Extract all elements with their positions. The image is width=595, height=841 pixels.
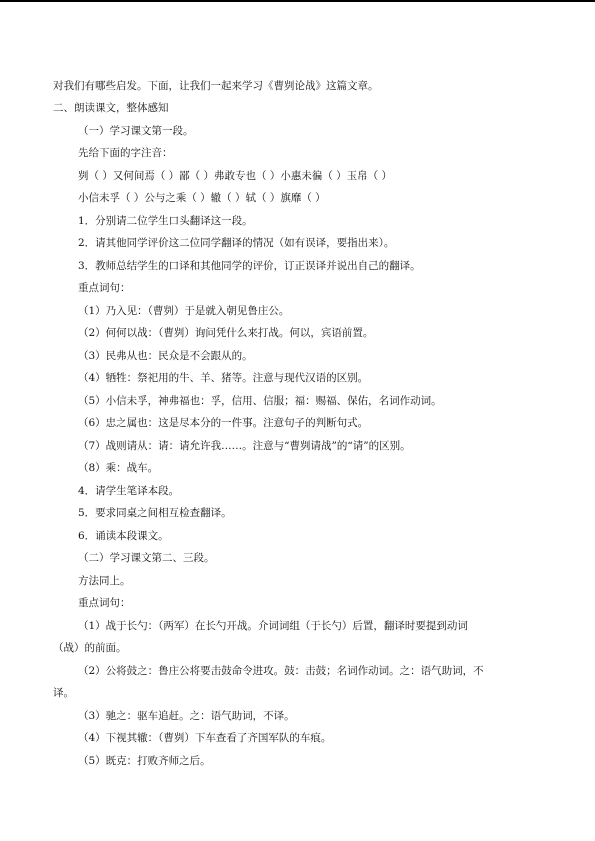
text-line-14: （4）牺牲：祭祀用的牛、羊、猪等。注意与现代汉语的区别。 <box>78 372 369 384</box>
text-line-11: （1）乃入见：（曹刿）于是就入朝见鲁庄公。 <box>78 305 290 317</box>
text-line-17: （7）战则请从：请：请允许我……。注意与“曹刿请战”的“请”的区别。 <box>78 440 411 452</box>
text-line-31: （5）既克：打败齐师之后。 <box>78 755 211 767</box>
text-line-26: （战）的前面。 <box>53 642 127 654</box>
text-line-1: 对我们有哪些启发。下面，让我们一起来学习《曹刿论战》这篇文章。 <box>53 80 379 92</box>
text-line-30: （4）下视其辙：（曹刿）下车查看了齐国军队的车痕。 <box>78 732 332 744</box>
section-heading: 二、朗读课文，整体感知 <box>53 102 169 114</box>
text-line-15: （5）小信未孚，神弗福也：孚，信用、信服；福：赐福、保佑，名词作动词。 <box>78 395 442 407</box>
text-line-21: 6．诵读本段课文。 <box>78 530 169 542</box>
text-line-29: （3）驰之：驱车追赶。之：语气助词，不译。 <box>78 710 295 722</box>
text-line-18: （8）乘：战车。 <box>78 462 159 474</box>
text-line-28: 译。 <box>53 687 74 699</box>
text-line-12: （2）何何以战：（曹刿）询问凭什么来打战。何以，宾语前置。 <box>78 327 374 339</box>
text-line-20: 5．要求同桌之间相互检查翻译。 <box>78 507 232 519</box>
text-line-25: （1）战于长勺：（两军）在长勺开战。介词词组（于长勺）后置，翻译时要提到动词 <box>78 620 468 632</box>
text-line-19: 4．请学生笔译本段。 <box>78 485 180 497</box>
text-line-13: （3）民弗从也：民众是不会跟从的。 <box>78 350 253 362</box>
subsection-heading-2: （二）学习课文第二、三段。 <box>78 552 215 564</box>
text-line-6: 小信未孚（ ）公与之乘（ ）辙（ ）轼（ ）旗靡（ ） <box>78 192 326 204</box>
text-line-8: 2．请其他同学评价这二位同学翻译的情况（如有误译，要指出来）。 <box>78 237 395 249</box>
key-phrases-heading: 重点词句： <box>78 282 131 294</box>
text-line-4: 先给下面的字注音： <box>78 147 173 159</box>
text-line-27: （2）公将鼓之：鲁庄公将要击鼓命令进攻。鼓：击鼓；名词作动词。之：语气助词，不 <box>78 665 484 677</box>
text-line-9: 3．教师总结学生的口译和其他同学的评价，订正误译并说出自己的翻译。 <box>78 260 421 272</box>
text-line-7: 1．分别请二位学生口头翻译这一段。 <box>78 215 253 227</box>
text-line-16: （6）忠之属也：这是尽本分的一件事。注意句子的判断句式。 <box>78 417 369 429</box>
subsection-heading: （一）学习课文第一段。 <box>78 125 194 137</box>
text-line-23: 方法同上。 <box>78 575 131 587</box>
text-line-5: 刿（ ）又何间焉（ ）鄙（ ）弗敢专也（ ）小惠未徧（ ）玉帛（ ） <box>78 170 393 182</box>
key-phrases-heading-2: 重点词句： <box>78 597 131 609</box>
